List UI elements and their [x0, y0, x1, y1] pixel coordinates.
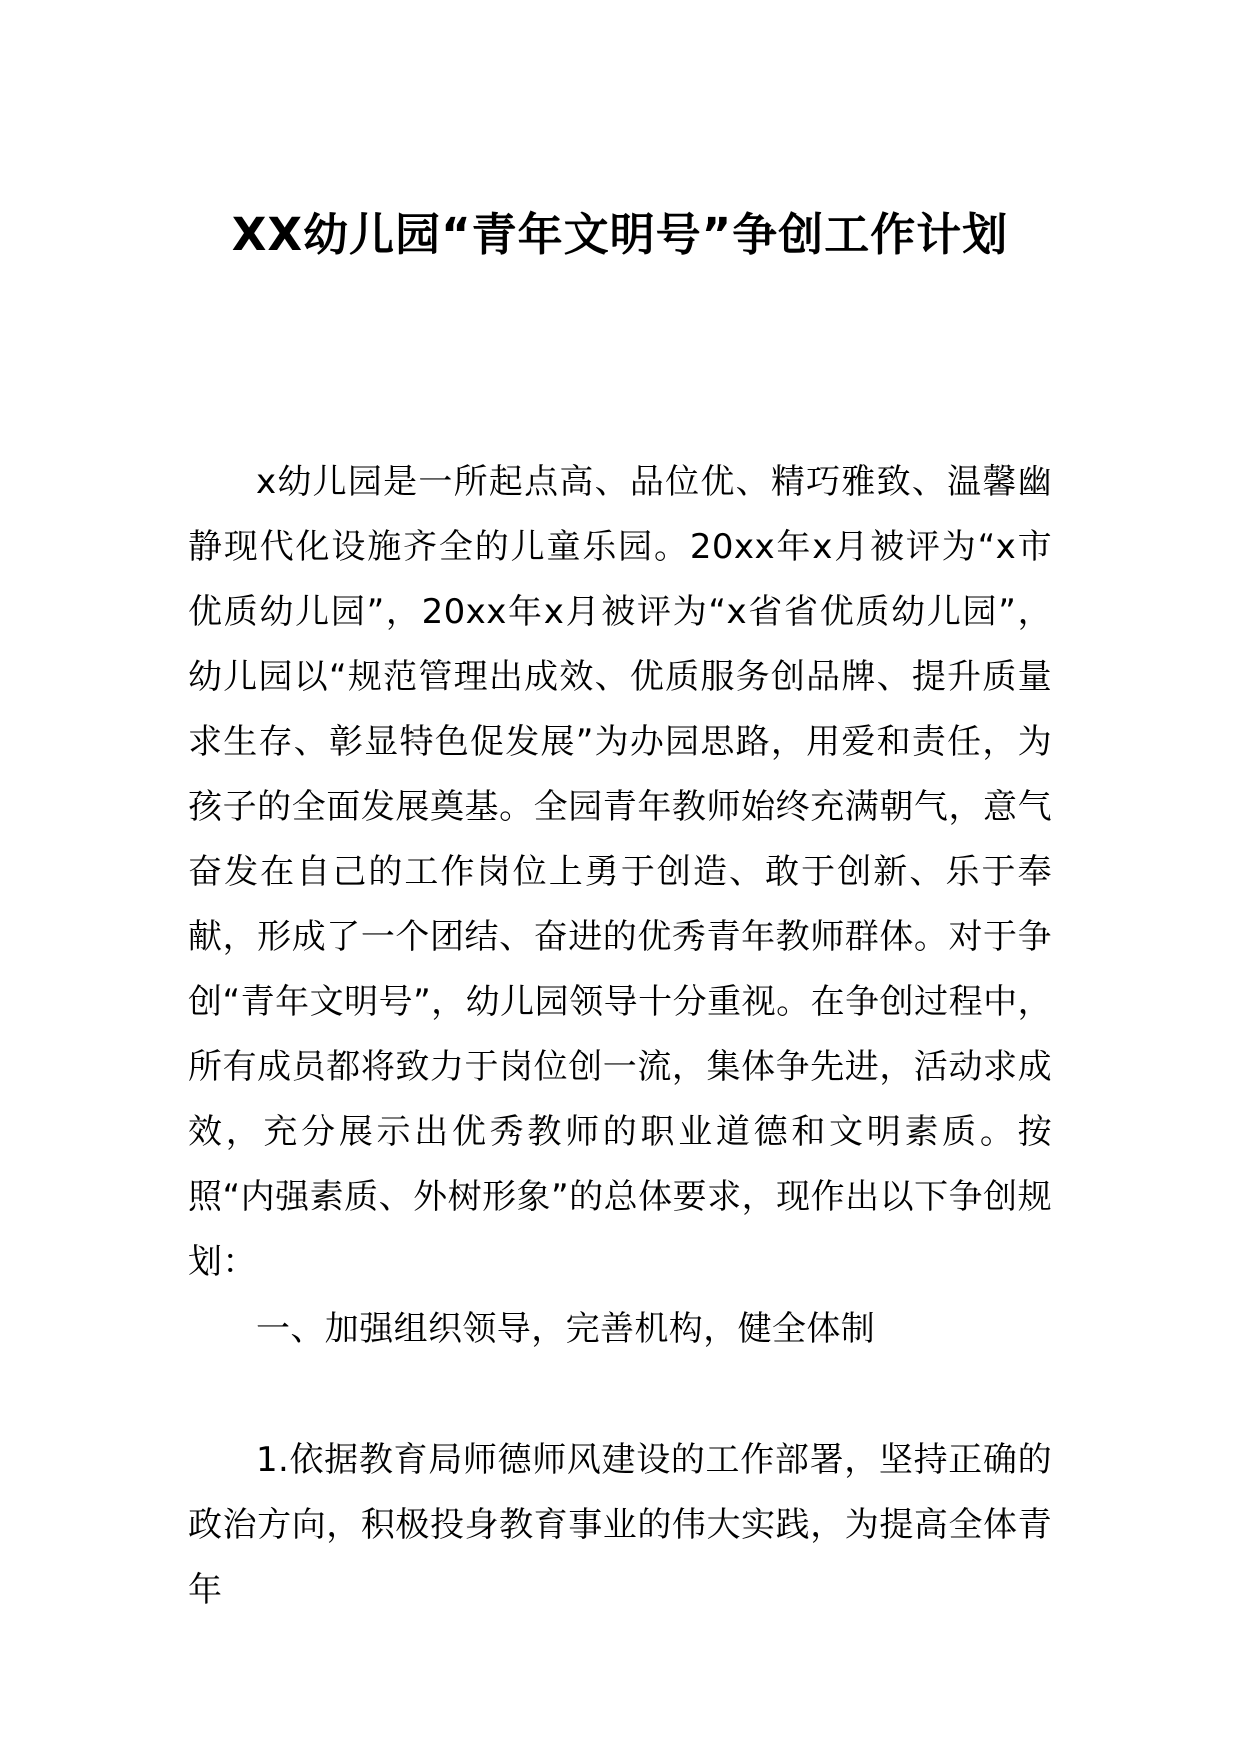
section-heading: 一、加强组织领导，完善机构，健全体制 [256, 1309, 876, 1349]
list-item-paragraph: 1.依据教育局师德师风建设的工作部署，坚持正确的政治方向，积极投身教育事业的伟大实践，为提高全体青年 [188, 1440, 1052, 1610]
intro-paragraph: x幼儿园是一所起点高、品位优、精巧雅致、温馨幽静现代化设施齐全的儿童乐园。20xx年x月被评为“x市优质幼儿园”，20xx年x月被评为“x省省优质幼儿园”，幼儿园以“规范管理出成效、优质服务创品牌、提升质量求生存、彰显特色促发展”为办园思路，用爱和责任，为孩子的全面发展奠基。全园青年教师始终充满朝气，意气奋发在自己的工作岗位上勇于创造、敢于创新、乐于奉献，形成了一个团结、奋进的优秀青年教师群体。对于争创“青年文明号”，幼儿园领导十分重视。在争创过程中，所有成员都将致力于岗位创一流，集体争先进，活动求成效，充分展示出优秀教师的职业道德和文明素质。按照“内强素质、外树形象”的总体要求，现作出以下争创规划： [188, 462, 1052, 1282]
document-title: XX幼儿园“青年文明号”争创工作计划 [231, 208, 1009, 261]
